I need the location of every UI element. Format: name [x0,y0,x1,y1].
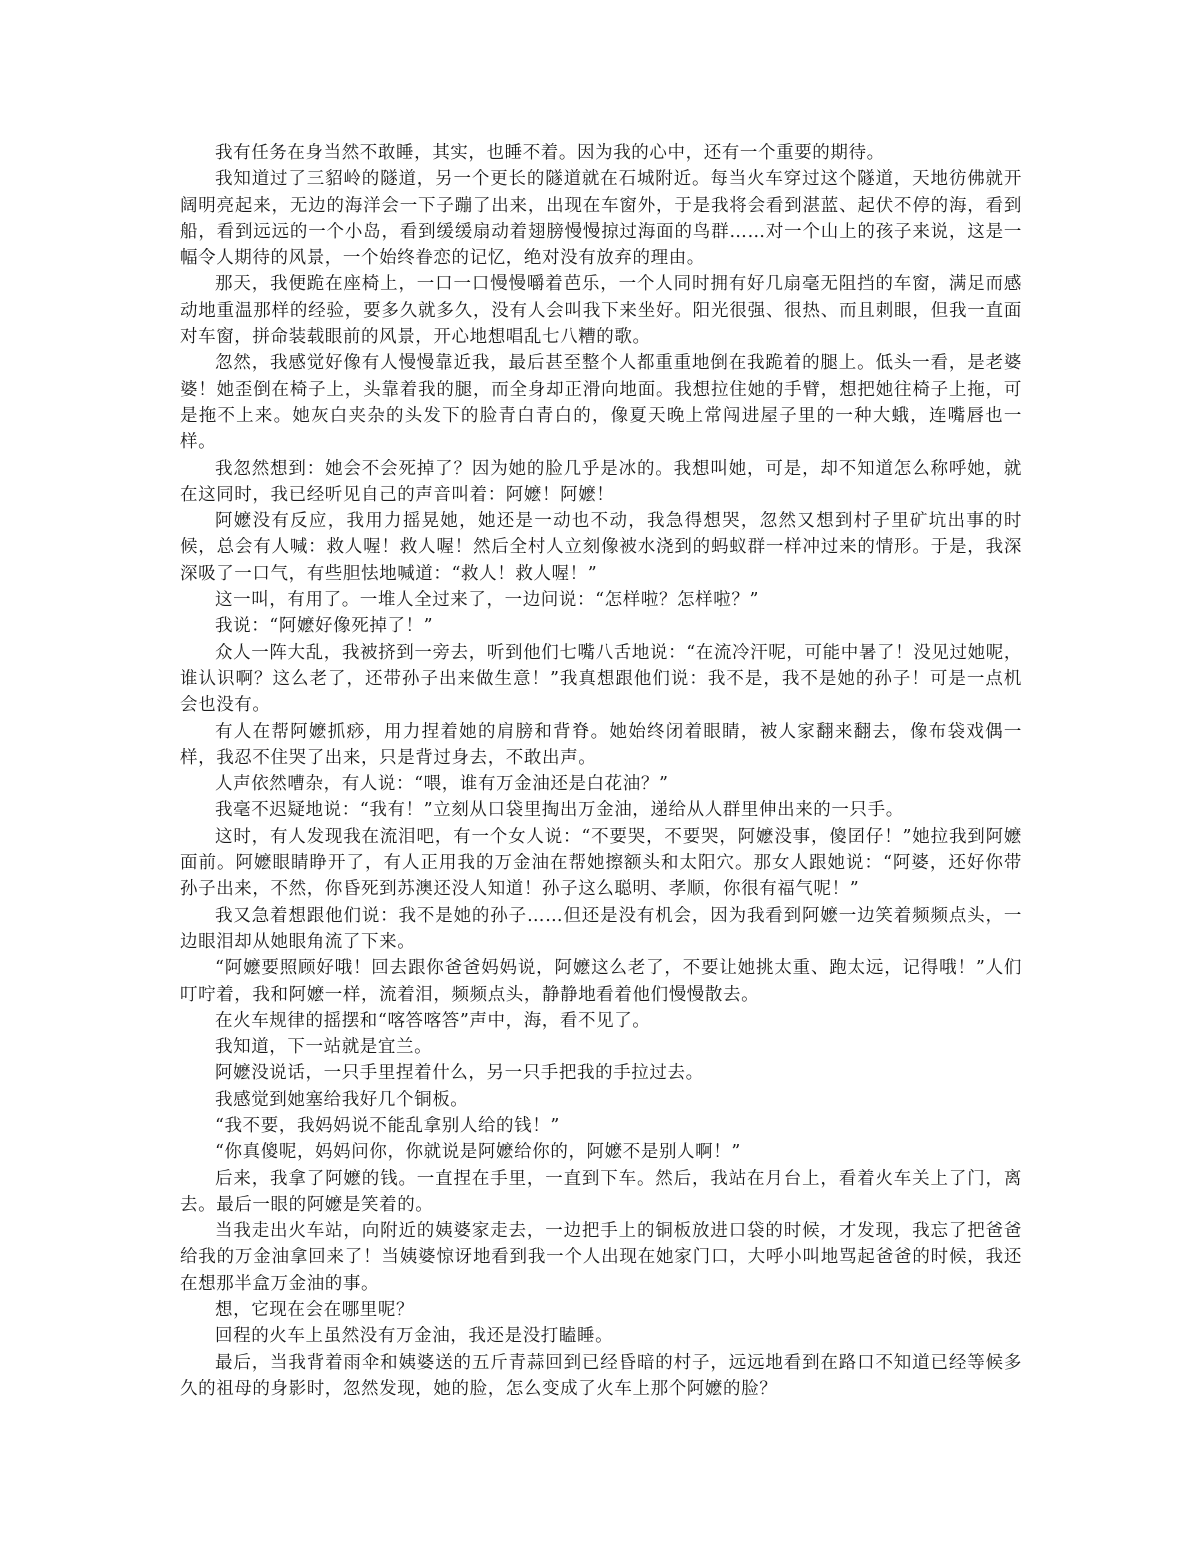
paragraph: “你真傻呢，妈妈问你，你就说是阿嬷给你的，阿嬷不是别人啊！” [215,1142,741,1163]
paragraph: 我毫不迟疑地说：“我有！”立刻从口袋里掏出万金油，递给从人群里伸出来的一只手。 [215,800,904,821]
story-text [180,140,1022,1402]
paragraph: 阿嬷没有反应，我用力摇晃她，她还是一动也不动，我急得想哭，忽然又想到村子里矿坑出事的时候，总会有人喊：救人喔！救人喔！然后全村人立刻像被水浇到的蚂蚁群一样冲过来的情形。于是，我深深吸了一口气，有些胆怯地喊道：“救人！救人喔！” [180,511,1022,584]
paragraph: 这一叫，有用了。一堆人全过来了，一边问说：“怎样啦？怎样啦？” [215,590,759,611]
paragraph: “阿嬷要照顾好哦！回去跟你爸爸妈妈说，阿嬷这么老了，不要让她挑太重、跑太远，记得哦！”人们叮咛着，我和阿嬷一样，流着泪，频频点头，静静地看着他们慢慢散去。 [180,958,1022,1005]
paragraph: 我忽然想到：她会不会死掉了？因为她的脸几乎是冰的。我想叫她，可是，却不知道怎么称呼她，就在这同时，我已经听见自己的声音叫着：阿嬷！阿嬷！ [180,458,1022,505]
paragraph: 阿嬷没说话，一只手里捏着什么，另一只手把我的手拉过去。 [215,1063,704,1084]
paragraph: 我又急着想跟他们说：我不是她的孙子……但还是没有机会，因为我看到阿嬷一边笑着频频点头，一边眼泪却从她眼角流了下来。 [180,905,1022,952]
paragraph: 忽然，我感觉好像有人慢慢靠近我，最后甚至整个人都重重地倒在我跪着的腿上。低头一看，是老婆婆！她歪倒在椅子上，头靠着我的腿，而全身却正滑向地面。我想拉住她的手臂，想把她往椅子上拖，可是拖不上来。她灰白夹杂的头发下的脸青白青白的，像夏天晚上常闯进屋子里的一种大蛾，连嘴唇也一样。 [180,353,1022,453]
paragraph: 我知道过了三貂岭的隧道，另一个更长的隧道就在石城附近。每当火车穿过这个隧道，天地彷佛就开阔明亮起来，无边的海洋会一下子蹦了出来，出现在车窗外，于是我将会看到湛蓝、起伏不停的海，看到船，看到远远的一个小岛，看到缓缓扇动着翅膀慢慢掠过海面的鸟群……对一个山上的孩子来说，这是一幅令人期待的风景，一个始终眷恋的记忆，绝对没有放弃的理由。 [180,169,1022,269]
paragraph: 有人在帮阿嬷抓痧，用力捏着她的肩膀和背脊。她始终闭着眼睛，被人家翻来翻去，像布袋戏偶一样，我忍不住哭了出来，只是背过身去，不敢出声。 [180,721,1022,768]
paragraph: 那天，我便跪在座椅上，一口一口慢慢嚼着芭乐，一个人同时拥有好几扇毫无阻挡的车窗，满足而感动地重温那样的经验，要多久就多久，没有人会叫我下来坐好。阳光很强、很热、而且刺眼，但我一直面对车窗，拼命装载眼前的风景，开心地想唱乱七八糟的歌。 [180,274,1022,348]
paragraph: 我有任务在身当然不敢睡，其实，也睡不着。因为我的心中，还有一个重要的期待。 [215,143,885,163]
paragraph: 最后，当我背着雨伞和姨婆送的五斤青蒜回到已经昏暗的村子，远远地看到在路口不知道已经等候多久的祖母的身影时，忽然发现，她的脸，怎么变成了火车上那个阿嬷的脸？ [180,1352,1022,1399]
paragraph: 在火车规律的摇摆和“喀答喀答”声中，海，看不见了。 [215,1010,651,1031]
paragraph: 后来，我拿了阿嬷的钱。一直捏在手里，一直到下车。然后，我站在月台上，看着火车关上了门，离去。最后一眼的阿嬷是笑着的。 [180,1168,1022,1215]
paragraph: “我不要，我妈妈说不能乱拿别人给的钱！” [215,1115,560,1136]
paragraph: 众人一阵大乱，我被挤到一旁去，听到他们七嘴八舌地说：“在流冷汗呢，可能中暑了！没见过她呢，谁认识啊？这么老了，还带孙子出来做生意！”我真想跟他们说：我不是，我不是她的孙子！可是一点机会也没有。 [180,642,1022,716]
paragraph: 这时，有人发现我在流泪吧，有一个女人说：“不要哭，不要哭，阿嬷没事，傻囝仔！”她拉我到阿嬷面前。阿嬷眼睛睁开了，有人正用我的万金油在帮她擦额头和太阳穴。那女人跟她说：“阿婆，还好你带孙子出来，不然，你昏死到苏澳还没人知道！孙子这么聪明、孝顺，你很有福气呢！” [180,826,1022,900]
paragraph: 我感觉到她塞给我好几个铜板。 [215,1089,469,1110]
paragraph: 想，它现在会在哪里呢？ [215,1300,415,1321]
paragraph: 人声依然嘈杂，有人说：“喂，谁有万金油还是白花油？” [215,774,669,795]
paragraph: 回程的火车上虽然没有万金油，我还是没打瞌睡。 [215,1326,614,1347]
paragraph: 我知道，下一站就是宜兰。 [215,1037,433,1058]
paragraph: 我说：“阿嬷好像死掉了！” [215,616,434,637]
paragraph: 当我走出火车站，向附近的姨婆家走去，一边把手上的铜板放进口袋的时候，才发现，我忘了把爸爸给我的万金油拿回来了！当姨婆惊讶地看到我一个人出现在她家门口，大呼小叫地骂起爸爸的时候，我还在想那半盒万金油的事。 [180,1221,1022,1294]
